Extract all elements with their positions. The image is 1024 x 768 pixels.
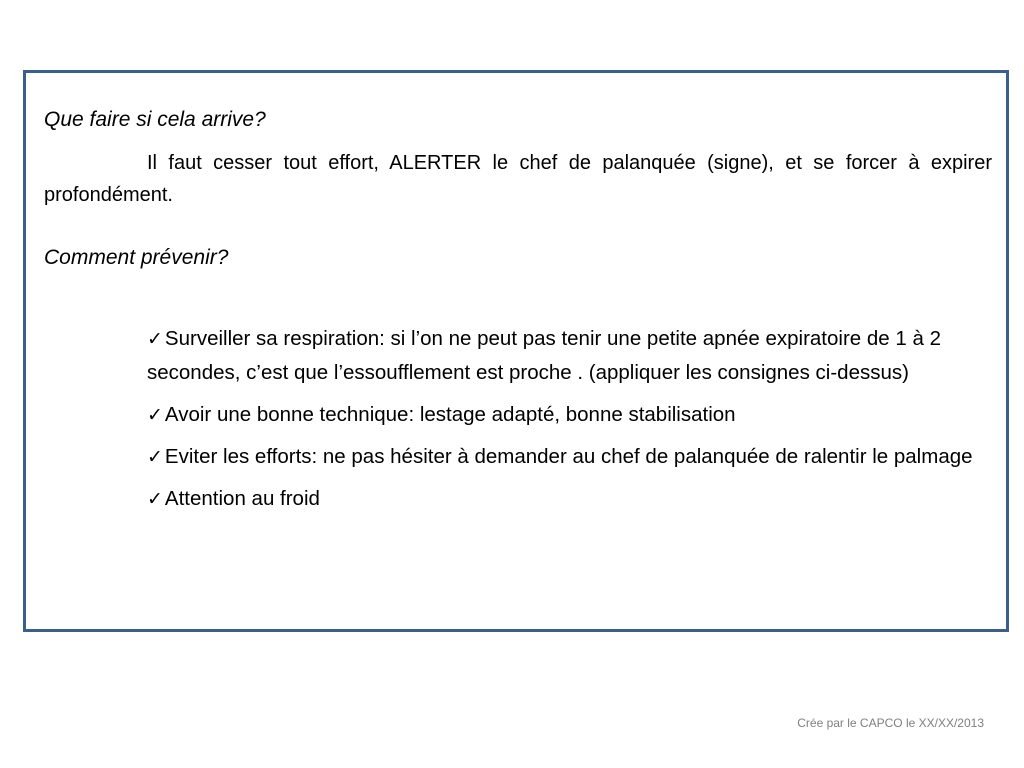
paragraph-what-to-do: Il faut cesser tout effort, ALERTER le chef de palanquée (signe), et se forcer à expirer profondément.: [44, 152, 992, 206]
list-item-text: Surveiller sa respiration: si l’on ne peut pas tenir une petite apnée expiratoire de 1 à 2 secondes, c’est que l’essoufflement est proche . (appliquer les consignes ci-dessus): [147, 327, 941, 384]
content-box: [23, 70, 1009, 632]
check-icon: ✓: [147, 404, 163, 426]
list-item-text: Eviter les efforts: ne pas hésiter à demander au chef de palanquée de ralentir le palmage: [164, 445, 973, 468]
check-icon: ✓: [147, 488, 163, 510]
check-icon: ✓: [147, 446, 163, 468]
heading-prevention: Comment prévenir?: [44, 246, 229, 269]
footer-credit: Crée par le CAPCO le XX/XX/2013: [797, 716, 984, 730]
heading-what-to-do: Que faire si cela arrive?: [44, 108, 266, 131]
list-item: [147, 482, 987, 516]
prevention-list: [147, 322, 987, 524]
check-icon: ✓: [147, 328, 163, 350]
list-item: [147, 440, 987, 474]
list-item: [147, 322, 987, 390]
list-item-text: Attention au froid: [164, 487, 320, 510]
list-item: [147, 398, 987, 432]
list-item-text: Avoir une bonne technique: lestage adapté, bonne stabilisation: [164, 403, 736, 426]
